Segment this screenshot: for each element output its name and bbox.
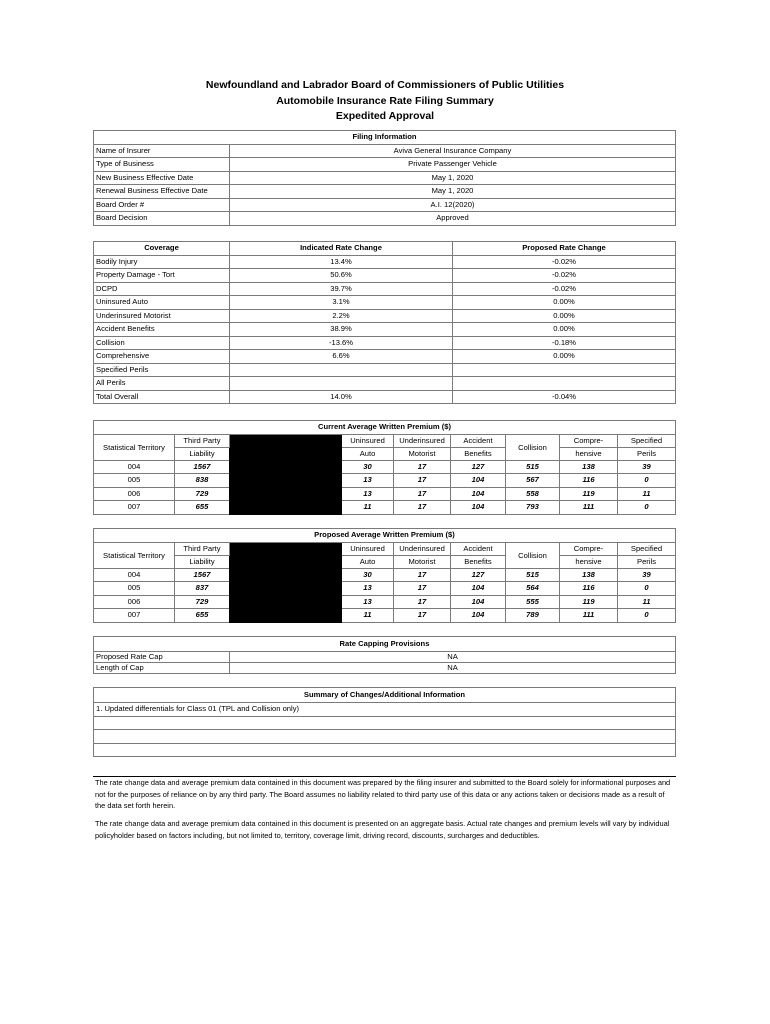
table-row [94,609,676,623]
sp-cell: 39 [618,460,676,474]
ua-cell: 13 [342,582,394,596]
filing-value: Aviva General Insurance Company [230,144,676,158]
proposed-rate: 0.00% [453,309,676,323]
sp-header: Perils [618,447,676,460]
ab-cell: 104 [451,582,506,596]
collision-cell: 515 [506,460,560,474]
tpl-cell: 729 [175,595,230,609]
coverage-header: Coverage [94,242,230,256]
indicated-rate: 39.7% [230,282,453,296]
redacted-block [230,542,342,622]
comp-cell: 116 [560,582,618,596]
filing-information-table [93,130,676,226]
sp-cell: 11 [618,595,676,609]
tpl-header: Third Party [175,542,230,555]
filing-label: Renewal Business Effective Date [94,185,230,199]
ua-cell: 30 [342,568,394,582]
ab-header: Benefits [451,555,506,568]
filing-label: Board Order # [94,198,230,212]
proposed-rate: -0.04% [453,390,676,404]
um-cell: 17 [394,501,451,515]
sp-header: Specified [618,542,676,555]
collision-cell: 555 [506,595,560,609]
tpl-cell: 838 [175,474,230,488]
rate-capping-table [93,636,676,674]
territory-cell: 007 [94,501,175,515]
disclaimer-paragraph: The rate change data and average premium data contained in this document is presented on an aggregate basis. Actual rate changes and premium levels will vary by individual policyholder based on factors including, but not limited to, territory, coverage limit, driving record, discounts, surcharges and deductibles. [95,819,670,840]
territory-cell: 005 [94,582,175,596]
indicated-rate [230,377,453,391]
coverage-name: Specified Perils [94,363,230,377]
filing-information-heading: Filing Information [94,131,676,145]
table-row [94,582,676,596]
summary-heading: Summary of Changes/Additional Information [94,688,676,703]
territory-cell: 004 [94,460,175,474]
proposed-rate: 0.00% [453,296,676,310]
indicated-rate: 3.1% [230,296,453,310]
ua-cell: 13 [342,474,394,488]
filing-value: A.I. 12(2020) [230,198,676,212]
sp-cell: 0 [618,501,676,515]
proposed-rate: 0.00% [453,323,676,337]
table-row [94,460,676,474]
um-header: Motorist [394,555,451,568]
comp-cell: 119 [560,487,618,501]
document-approval-type: Expedited Approval [335,110,435,122]
ab-cell: 127 [451,568,506,582]
document-subtitle: Automobile Insurance Rate Filing Summary [276,95,494,107]
tpl-cell: 1567 [175,568,230,582]
comp-header: hensive [560,555,618,568]
ab-cell: 104 [451,487,506,501]
sp-cell: 0 [618,609,676,623]
table-row [94,487,676,501]
um-header: Underinsured [394,542,451,555]
um-cell: 17 [394,609,451,623]
comp-cell: 111 [560,609,618,623]
filing-label: Type of Business [94,158,230,172]
ua-cell: 30 [342,460,394,474]
indicated-rate: 6.6% [230,350,453,364]
collision-cell: 567 [506,474,560,488]
collision-cell: 515 [506,568,560,582]
tpl-cell: 1567 [175,460,230,474]
coverage-name: Accident Benefits [94,323,230,337]
ab-cell: 104 [451,609,506,623]
territory-cell: 006 [94,487,175,501]
comp-cell: 111 [560,501,618,515]
comp-cell: 138 [560,568,618,582]
ab-cell: 127 [451,460,506,474]
indicated-rate [230,363,453,377]
tpl-cell: 655 [175,501,230,515]
summary-table [93,687,676,757]
summary-item: 1. Updated differentials for Class 01 (TPL and Collision only) [94,703,676,717]
ua-header: Uninsured [342,434,394,447]
indicated-rate: 14.0% [230,390,453,404]
um-cell: 17 [394,568,451,582]
table-row [94,501,676,515]
coverage-name: Collision [94,336,230,350]
proposed-rate: -0.02% [453,282,676,296]
filing-label: Board Decision [94,212,230,226]
proposed-rate: -0.18% [453,336,676,350]
filing-label: New Business Effective Date [94,171,230,185]
tpl-cell: 655 [175,609,230,623]
sp-cell: 39 [618,568,676,582]
um-header: Underinsured [394,434,451,447]
sp-cell: 11 [618,487,676,501]
indicated-rate: 13.4% [230,255,453,269]
territory-cell: 007 [94,609,175,623]
filing-value: May 1, 2020 [230,171,676,185]
territory-header: Statistical Territory [94,542,175,568]
ab-header: Accident [451,434,506,447]
territory-cell: 006 [94,595,175,609]
document-title: Newfoundland and Labrador Board of Commissioners of Public Utilities [205,79,565,91]
um-cell: 17 [394,595,451,609]
ab-header: Accident [451,542,506,555]
sp-cell: 0 [618,582,676,596]
sp-cell: 0 [618,474,676,488]
um-cell: 17 [394,582,451,596]
current-premium-table [93,420,676,515]
ab-header: Benefits [451,447,506,460]
um-header: Motorist [394,447,451,460]
coverage-name: Uninsured Auto [94,296,230,310]
current-premium-heading: Current Average Written Premium ($) [94,421,676,435]
tpl-cell: 729 [175,487,230,501]
proposed-rate: 0.00% [453,350,676,364]
collision-cell: 793 [506,501,560,515]
sp-header: Perils [618,555,676,568]
proposed-rate [453,363,676,377]
um-cell: 17 [394,460,451,474]
ua-cell: 13 [342,487,394,501]
proposed-rate [453,377,676,391]
proposed-rate-header: Proposed Rate Change [453,242,676,256]
filing-label: Name of Insurer [94,144,230,158]
territory-cell: 004 [94,568,175,582]
indicated-rate: 2.2% [230,309,453,323]
table-row [94,474,676,488]
filing-value: May 1, 2020 [230,185,676,199]
indicated-rate: 50.6% [230,269,453,283]
disclaimer-paragraph: The rate change data and average premium data contained in this document was prepared by the filing insurer and submitted to the Board solely for informational purposes and not for the purposes of reliance on by any third party. The Board assumes no liability related to third party use of this data or any actions taken or decisions made as a result of the data set forth herein. [95,778,671,810]
coverage-name: Comprehensive [94,350,230,364]
collision-cell: 789 [506,609,560,623]
proposed-premium-table [93,528,676,623]
capping-label: Proposed Rate Cap [94,652,230,663]
summary-item [94,743,676,757]
proposed-rate: -0.02% [453,269,676,283]
filing-value: Private Passenger Vehicle [230,158,676,172]
redacted-block [230,434,342,514]
tpl-header: Third Party [175,434,230,447]
um-cell: 17 [394,474,451,488]
comp-header: Compre- [560,542,618,555]
capping-label: Length of Cap [94,663,230,674]
indicated-rate-header: Indicated Rate Change [230,242,453,256]
collision-header: Collision [506,434,560,460]
coverage-name: Underinsured Motorist [94,309,230,323]
coverage-name: Total Overall [94,390,230,404]
territory-header: Statistical Territory [94,434,175,460]
sp-header: Specified [618,434,676,447]
comp-header: Compre- [560,434,618,447]
coverage-name: Bodily Injury [94,255,230,269]
territory-cell: 005 [94,474,175,488]
ua-header: Auto [342,555,394,568]
ab-cell: 104 [451,501,506,515]
comp-cell: 138 [560,460,618,474]
tpl-cell: 837 [175,582,230,596]
coverage-name: DCPD [94,282,230,296]
indicated-rate: 38.9% [230,323,453,337]
ab-cell: 104 [451,595,506,609]
coverage-name: Property Damage - Tort [94,269,230,283]
table-row [94,595,676,609]
filing-value: Approved [230,212,676,226]
coverage-name: All Perils [94,377,230,391]
indicated-rate: -13.6% [230,336,453,350]
summary-item [94,716,676,730]
capping-value: NA [230,663,676,674]
summary-item [94,730,676,744]
ua-header: Auto [342,447,394,460]
ua-cell: 13 [342,595,394,609]
coverage-rate-table [93,241,676,404]
collision-cell: 564 [506,582,560,596]
collision-cell: 558 [506,487,560,501]
comp-cell: 119 [560,595,618,609]
ua-header: Uninsured [342,542,394,555]
rate-capping-heading: Rate Capping Provisions [94,637,676,652]
capping-value: NA [230,652,676,663]
ab-cell: 104 [451,474,506,488]
tpl-header: Liability [175,447,230,460]
ua-cell: 11 [342,501,394,515]
proposed-premium-heading: Proposed Average Written Premium ($) [94,529,676,543]
proposed-rate: -0.02% [453,255,676,269]
collision-header: Collision [506,542,560,568]
tpl-header: Liability [175,555,230,568]
comp-header: hensive [560,447,618,460]
um-cell: 17 [394,487,451,501]
comp-cell: 116 [560,474,618,488]
ua-cell: 11 [342,609,394,623]
table-row [94,568,676,582]
